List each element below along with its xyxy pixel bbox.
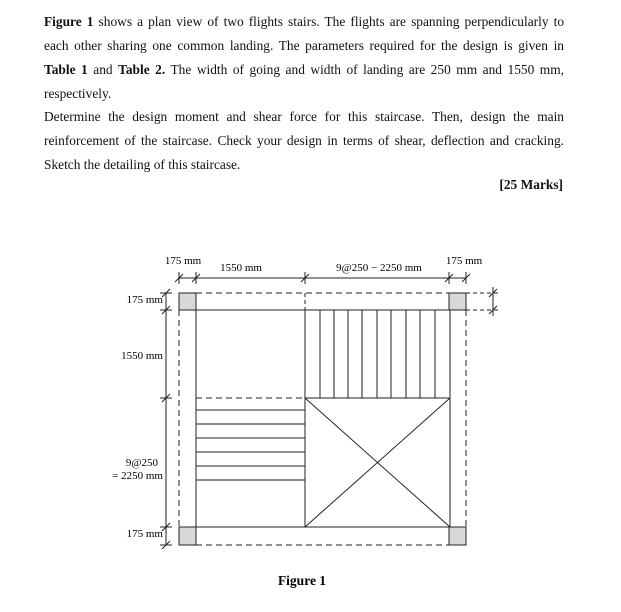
flight-2-treads — [196, 410, 305, 480]
support-bottom-left — [179, 527, 196, 545]
left-dimension-line — [160, 289, 172, 549]
dim-left-flight-line1: 9@250 — [125, 457, 158, 469]
dim-top-landing: 1550 mm — [220, 262, 262, 274]
table1-ref: Table 1 — [44, 62, 88, 77]
figure-ref: Figure 1 — [44, 14, 94, 29]
support-top-right — [449, 293, 466, 310]
dim-left-top-support: 175 mm — [126, 294, 163, 306]
flight-1-treads — [320, 310, 420, 398]
table2-ref: Table 2. — [118, 62, 166, 77]
support-bottom-right — [449, 527, 466, 545]
flight-1-outline — [305, 310, 435, 398]
dim-left-landing: 1550 mm — [121, 350, 163, 362]
problem-paragraph-2: Determine the design moment and shear force for this staircase. Then, design the main reinforcement of the staircase. Check your design in terms of shear, deflection and cracking. Sketch the detailing of this staircase. — [44, 109, 564, 172]
right-dimension-line — [466, 287, 500, 316]
marks-label: [25 Marks] — [499, 177, 563, 192]
figure-caption: Figure 1 — [277, 573, 327, 588]
dim-top-right-support: 175 mm — [445, 255, 483, 267]
and-text: and — [87, 62, 119, 77]
dim-top-flight: 9@250 − 2250 mm — [336, 262, 422, 274]
p1-text-b: The width of going and width of landing are 250 mm and 1550 mm, respectively. — [44, 62, 564, 101]
support-top-left — [179, 293, 196, 310]
dim-left-bottom-support: 175 mm — [126, 528, 163, 540]
dim-left-flight-line2: = 2250 mm — [112, 470, 163, 482]
dim-top-left-support: 175 mm — [164, 255, 202, 267]
p1-text-a: shows a plan view of two flights stairs. The flights are spanning perpendicularly to each other sharing one common landing. The parameters required for the design is given in — [44, 14, 565, 53]
